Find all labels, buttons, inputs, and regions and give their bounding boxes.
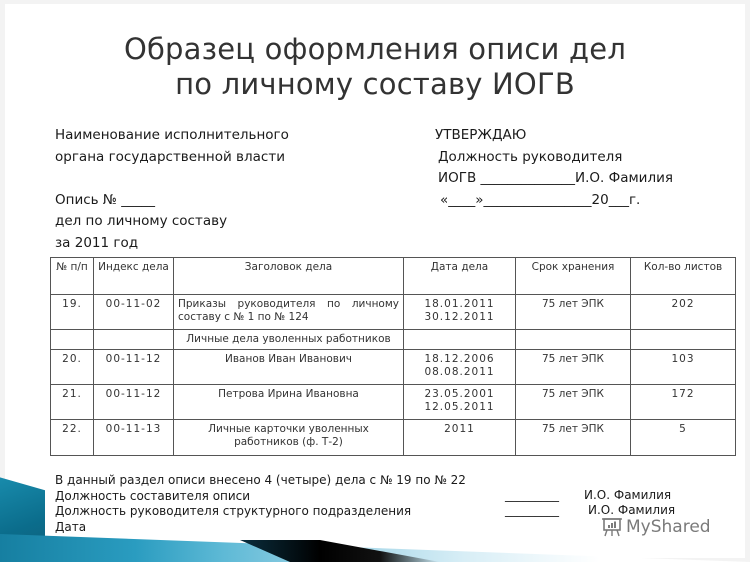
organization-header (55, 125, 289, 254)
inventory-footer (55, 473, 466, 535)
cell-sheets: 5 (631, 420, 736, 456)
table-row (51, 295, 736, 330)
cell-number: 20. (51, 350, 94, 385)
col-header-date: Дата дела (404, 258, 516, 295)
cell-number: 19. (51, 295, 94, 330)
inventory-description: дел по личному составу (55, 213, 228, 229)
org-name-line-2: органа государственной власти (55, 148, 285, 165)
table-row-section (51, 330, 736, 350)
cell-term: 75 лет ЭПК (516, 295, 631, 330)
myshared-watermark (601, 516, 711, 538)
date-start: 18.12.2006 (424, 353, 495, 365)
cell-title: Иванов Иван Иванович (174, 350, 404, 385)
col-header-index: Индекс дела (94, 258, 174, 295)
col-header-number: № п/п (51, 258, 94, 295)
cell-title: Личные карточки уволенных работников (ф. Т-2) (174, 420, 404, 456)
col-header-sheets: Кол-во листов (631, 258, 736, 295)
inventory-year: за 2011 год (55, 234, 139, 251)
cell-date (404, 350, 516, 385)
compiler-position: Должность составителя описи (55, 488, 251, 503)
table-row (51, 420, 736, 456)
cell-sheets: 172 (631, 385, 736, 420)
approval-date-line: «____»________________20___г. (440, 191, 641, 208)
table-row (51, 350, 736, 385)
cell-term (516, 330, 631, 350)
approval-block (435, 125, 673, 211)
cell-index: 00-11-12 (94, 385, 174, 420)
compiler-name: И.О. Фамилия (584, 488, 672, 502)
date-end: 30.12.2011 (424, 311, 495, 323)
title-line-2: по личному составу ИОГВ (175, 67, 575, 101)
cell-number: 21. (51, 385, 94, 420)
cell-index (94, 330, 174, 350)
table-header-row (51, 258, 736, 295)
date-label: Дата (55, 519, 87, 534)
inventory-table (50, 257, 736, 456)
inventory-number: Опись № _____ (55, 191, 155, 208)
org-name-line-1: Наименование исполнительного (55, 127, 289, 143)
approval-position: Должность руководителя (438, 148, 623, 165)
cell-sheets: 103 (631, 350, 736, 385)
approval-signature-line: ИОГВ ______________И.О. Фамилия (438, 170, 673, 186)
summary-text: В данный раздел описи внесено 4 (четыре) дела с № 19 по № 22 (55, 473, 466, 487)
cell-index: 00-11-02 (94, 295, 174, 330)
cell-date (404, 385, 516, 420)
cell-term: 75 лет ЭПК (516, 350, 631, 385)
date-start: 23.05.2001 (424, 388, 495, 400)
cell-date (404, 295, 516, 330)
cell-number (51, 330, 94, 350)
cell-index: 00-11-12 (94, 350, 174, 385)
date-start: 2011 (444, 423, 475, 435)
cell-index: 00-11-13 (94, 420, 174, 456)
cell-term: 75 лет ЭПК (516, 385, 631, 420)
cell-title: Петрова Ирина Ивановна (174, 385, 404, 420)
title-line-1: Образец оформления описи дел (123, 32, 627, 66)
head-position: Должность руководителя структурного подразделения (55, 504, 412, 518)
approval-label: УТВЕРЖДАЮ (435, 127, 527, 143)
cell-section-title: Личные дела уволенных работников (174, 330, 404, 350)
col-header-title: Заголовок дела (174, 258, 404, 295)
date-start: 18.01.2011 (424, 298, 495, 310)
date-end: 08.08.2011 (424, 366, 495, 378)
date-end: 12.05.2011 (424, 401, 495, 413)
watermark-text: MyShared (626, 517, 711, 537)
cell-date (404, 420, 516, 456)
table-row (51, 385, 736, 420)
page-title (0, 32, 750, 102)
cell-term: 75 лет ЭПК (516, 420, 631, 456)
presentation-board-icon (601, 516, 623, 538)
cell-number: 22. (51, 420, 94, 456)
compiler-sign-line: _________ (505, 488, 559, 502)
cell-title: Приказы руководителя по личному составу с № 1 по № 124 (174, 295, 404, 330)
cell-sheets (631, 330, 736, 350)
cell-date (404, 330, 516, 350)
head-sign-line: _________ (505, 503, 559, 517)
head-name: И.О. Фамилия (588, 503, 676, 517)
cell-sheets: 202 (631, 295, 736, 330)
col-header-term: Срок хранения (516, 258, 631, 295)
